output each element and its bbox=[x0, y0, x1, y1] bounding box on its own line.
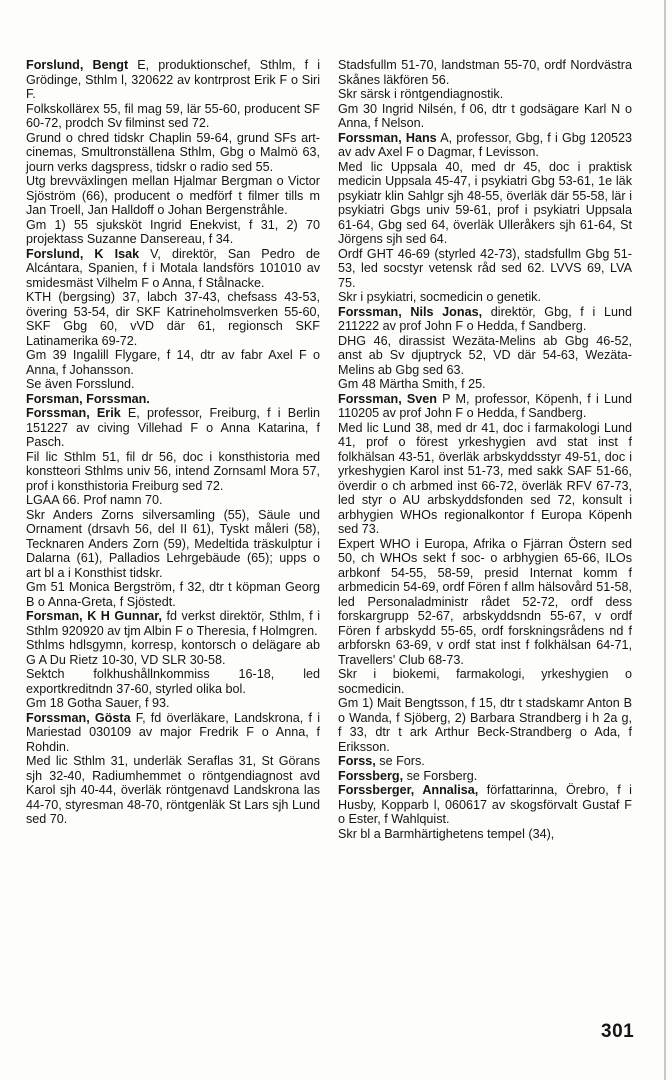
entry: Forslund, K Isak V, direktör, San Pedro de Alcántara, Spanien, f i Motala landsförs 101010 av smidesmäst Vilhelm F o Anna, f Stålnacke. bbox=[26, 246, 320, 290]
entry: Forss, se Fors. bbox=[338, 754, 425, 768]
page-edge-divider bbox=[664, 0, 666, 1080]
entry: Forsman, K H Gunnar, fd verkst direktör, Sthlm, f i Sthlm 920920 av tjm Albin F o Theresia, f Holmgren. bbox=[26, 609, 320, 638]
entry: Med lic Lund 38, med dr 41, doc i farmakologi Lund 41, prof o förest yrkeshygien avd stat inst f folkhälsan 43-51, överläk arbskyddsstyr 49-51, doc i yrkeshygien Karol inst 51-73, med sakk SAF 51-66, överdir o ch arbmed inst 66-72, överläk RFV 67-73, led styr o AU arbskyddsfonden sed 72, konsult i arbhygien WHOs regionalkontor f Europa Köpenh sed 73. bbox=[338, 420, 632, 536]
entry: Gm 30 Ingrid Nilsén, f 06, dtr t godsägare Karl N o Anna, f Nelson. bbox=[338, 101, 632, 130]
entry: Gm 39 Ingalill Flygare, f 14, dtr av fabr Axel F o Anna, f Johansson. bbox=[26, 348, 320, 377]
entry: Forslund, Bengt E, produktionschef, Sthlm, f i Grödinge, Sthlm l, 320622 av kontrprost Erik F o Siri F. bbox=[26, 58, 320, 101]
entry: Ordf GHT 46-69 (styrled 42-73), stadsfullm Gbg 51-53, led socstyr vetensk råd sed 62. LVVS 69, LVA 75. bbox=[338, 246, 632, 290]
entry: DHG 46, dirassist Wezäta-Melins ab Gbg 46-52, anst ab Sv djuptryck 52, VD där 54-63, Wezäta-Melins ab Gbg sed 63. bbox=[338, 333, 632, 377]
entry: Forssman, Gösta F, fd överläkare, Landskrona, f i Mariestad 030109 av major Fredrik F o Anna, f Rohdin. bbox=[26, 710, 321, 754]
entry: Forssman, Hans A, professor, Gbg, f i Gbg 120523 av adv Axel F o Dagmar, f Levisson. bbox=[338, 130, 632, 159]
entry: Skr särsk i röntgendiagnostik. bbox=[338, 87, 504, 101]
entry: LGAA 66. Prof namn 70. bbox=[26, 493, 163, 507]
entry: Skr i psykiatri, socmedicin o genetik. bbox=[338, 290, 541, 304]
entry: Forssman, Sven P M, professor, Köpenh, f i Lund 110205 av prof John F o Hedda, f Sandberg. bbox=[338, 391, 632, 420]
page-number: 301 bbox=[601, 1021, 635, 1042]
entry: Sektch folkhushållnkommiss 16-18, led exportkreditndn 37-60, styrled olika bol. bbox=[26, 667, 320, 696]
entry: Fil lic Sthlm 51, fil dr 56, doc i konsthistoria med konstteori Sthlms univ 56, intend Zornsaml Mora 57, prof i konsthistoria Freiburg sed 72. bbox=[26, 449, 320, 493]
entry: Stadsfullm 51-70, landstman 55-70, ordf Nordvästra Skånes läkfören 56. bbox=[338, 58, 632, 87]
entry: Med lic Sthlm 31, underläk Seraflas 31, St Görans sjh 32-40, Radiumhemmet o röntgendiagnost avd Karol sjh 40-44, överläk röntgenavd Landskrona las 44-70, styresman 48-70, röntgenläk St Lars sjh Lund sed 70. bbox=[26, 754, 320, 826]
entry: Med lic Uppsala 40, med dr 45, doc i praktisk medicin Uppsala 45-47, i psykiatri Gbg 53-61, 1e läk psykiatr klin Sahlgr sjh 48-55, överläk där 55-58, lär i psykiatri Gbgs univ 59-61, prof i psykiatri Uppsala 61-64, Gbg sed 64, överläk Ulleråkers sjh 61-64, St Jörgens sjh sed 64. bbox=[338, 159, 632, 246]
entry: Forssman, Erik E, professor, Freiburg, f i Berlin 151227 av civing Villehad F o Anna Katarina, f Pasch. bbox=[26, 406, 320, 449]
entry: Skr i biokemi, farmakologi, yrkeshygien o socmedicin. bbox=[338, 667, 632, 696]
entry: Folkskollärex 55, fil mag 59, lär 55-60, producent SF 60-72, prodch Sv filminst sed 72. bbox=[26, 101, 320, 130]
entry: Utg brevväxlingen mellan Hjalmar Bergman o Victor Sjöström (66), producent o medförf t filmer tills m Jan Troell, Jan Halldoff o Johan Bergenstråhle. bbox=[26, 174, 320, 217]
entry: Gm 1) 55 sjuksköt Ingrid Enekvist, f 31, 2) 70 projektass Suzanne Dansereau, f 34. bbox=[26, 217, 320, 246]
entry: Grund o chred tidskr Chaplin 59-64, grund SFs art-cinemas, Smultronställena Sthlm, Gbg o Malmö 63, journ verks dagspress, tidskr o radio sed 55. bbox=[26, 130, 320, 174]
entry: Expert WHO i Europa, Afrika o Fjärran Östern sed 50, ch WHOs sekt f soc- o arbhygien 65-66, ILOs arbkonf 54-55, 58-59, presid Internat komm f arbmedicin 54-69, ordf Fören f allm hälsovård 51-58, led Personaladministr rådet 52-72, ordf dess forskargrupp 52-67, arbskyddsndn 55-67, v ordf Fören f arbskydd 55-65, ordf forskningsrådens nd f arbforskn 63-69, v ordf stat inst f folkhälsan 64-71, Travellers' Club 68-73. bbox=[338, 536, 632, 667]
entry: Skr Anders Zorns silversamling (55), Säule und Ornament (drsavh 56, del II 61), Tyskt måleri (58), Tecknaren Anders Zorn (59), Medeltida träskulptur i Dalarna (61), Palladios Lehrgebäude (65); upps o art bl a i Konsthist tidskr. bbox=[26, 507, 320, 580]
left-column bbox=[26, 58, 320, 827]
entry: Forssberg, se Forsberg. bbox=[338, 768, 478, 783]
right-column bbox=[338, 58, 632, 841]
entry: Forssman, Nils Jonas, direktör, Gbg, f i Lund 211222 av prof John F o Hedda, f Sandberg. bbox=[338, 304, 632, 333]
entry: Gm 1) Mait Bengtsson, f 15, dtr t stadskamr Anton B o Wanda, f Sjöberg, 2) Barbara Strandberg i h 2a g, f 33, dtr t ark Arthur Beck-Strandberg o Ada, f Eriksson. bbox=[338, 696, 632, 754]
entry: Forssberger, Annalisa, författarinna, Örebro, f i Husby, Kopparb l, 060617 av skogsförvalt Gustaf F o Ester, f Wahlquist. bbox=[338, 783, 632, 826]
entry: Sthlms hdlsgymn, korresp, kontorsch o delägare ab G A Du Rietz 10-30, VD SLR 30-58. bbox=[26, 638, 320, 667]
entry: Gm 51 Monica Bergström, f 32, dtr t köpman Georg B o Anna-Greta, f Sjöstedt. bbox=[26, 580, 320, 609]
entry: Gm 18 Gotha Sauer, f 93. bbox=[26, 696, 170, 710]
entry: Gm 48 Märtha Smith, f 25. bbox=[338, 377, 486, 391]
entry: Forsman, Forssman. bbox=[26, 391, 150, 406]
entry: Se även Forsslund. bbox=[26, 377, 135, 391]
entry: Skr bl a Barmhärtighetens tempel (34), bbox=[338, 826, 555, 841]
entry: KTH (bergsing) 37, labch 37-43, chefsass 43-53, övering 53-54, dir SKF Katrineholmsverken 55-60, SKF Gbg 60, vVD där 61, regionsch SKF Latinamerika 69-72. bbox=[26, 290, 320, 348]
